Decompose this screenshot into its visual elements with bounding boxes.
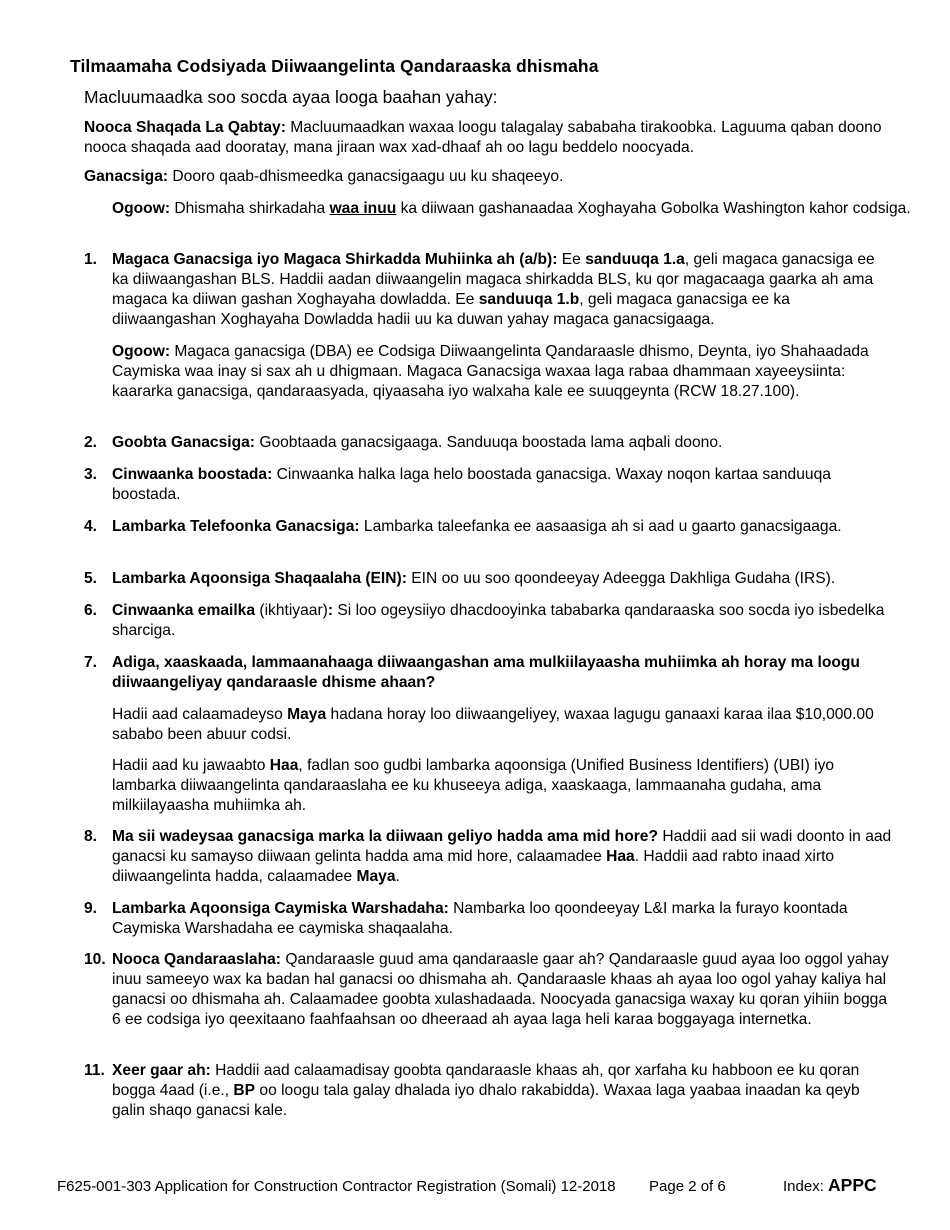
item-label: Xeer gaar ah: — [112, 1062, 211, 1079]
ganacsiga-note-text-before: Dhismaha shirkadaha — [174, 200, 326, 217]
item-label: Lambarka Telefoonka Ganacsiga: — [112, 518, 360, 535]
item-label: Goobta Ganacsiga: — [112, 434, 255, 451]
nooca-text: Macluumaadkan waxaa loogu talagalay sababaha tirakoobka. Laguuma qaban doono nooca shaqada aad dooratay, mana jiraan wax xad-dhaaf ah oo lagu beddelo noocyada. — [84, 119, 882, 156]
ganacsiga-label: Ganacsiga: — [84, 168, 169, 185]
ganacsiga-note-label: Ogoow: — [112, 200, 171, 217]
item-label: Cinwaanka emailka — [112, 602, 256, 619]
item-number: 8. — [84, 828, 98, 845]
footer-index-label: Index: — [783, 1178, 824, 1195]
item-text: , geli magaca ganacsiga ee ka diiwaangashan Xoghayaha Dowladda hadii uu ka duwan yahay magaca ganacsigaaga. — [112, 291, 790, 328]
list-item-8 — [84, 827, 894, 887]
ganacsiga-text: Dooro qaab-dhismeedka ganacsigaagu uu ku shaqeeyo. — [172, 168, 564, 185]
ganacsiga-note — [112, 199, 938, 219]
item-text: EIN oo uu soo qoondeeyay Adeegga Dakhliga Gudaha (IRS). — [411, 570, 836, 587]
item-text: Goobtaada ganacsigaaga. Sanduuqa boostada lama aqbali doono. — [259, 434, 723, 451]
item-text: . Haddii aad rabto inaad xirto diiwaangelinta hadda, calaamadee — [112, 848, 835, 885]
list-item-3 — [84, 465, 894, 505]
list-item-5 — [84, 569, 894, 589]
footer-form-id: F625-001-303 Application for Construction Contractor Registration (Somali) 12-2018 — [57, 1178, 616, 1195]
item-number: 10. — [84, 951, 106, 968]
item-number: 6. — [84, 602, 98, 619]
item-text: Si loo ogeysiiyo dhacdooyinka tababarka qandaraaska soo socda iyo isbedelka sharciga. — [112, 602, 885, 639]
list-item-4 — [84, 517, 894, 537]
footer-page-number: Page 2 of 6 — [649, 1178, 726, 1195]
item-text: Ee — [561, 251, 581, 268]
list-item-6 — [84, 601, 894, 641]
item-text: Nambarka loo qoondeeyay L&I marka la furayo koontada Caymiska Warshadaha ee caymiska shaqaalaha. — [112, 900, 848, 937]
page-title: Tilmaamaha Codsiyada Diiwaangelinta Qandaraaska dhismaha — [70, 56, 599, 76]
item7-maya-paragraph — [112, 705, 887, 745]
item-text: Qandaraasle guud ama qandaraasle gaar ah? Qandaraasle guud ayaa loo oggol yahay inuu sameeyo wax ka badan hal ganacsi oo dhismaha ah. Qandaraasle khaas ah ayaa loo ogol yahay kaliya hal ganacsi oo dhismaha ah. Calaamadee goobta xulashadaada. Noocyada ganacsiga waxay ku qoran yihiin bogga 6 ee codsiga iyo qeexitaano faahfaahsan oo dheeraad ah ayaa laga heli karaa boggayaga internetka. — [112, 951, 889, 1028]
item-emphasis: Maya — [356, 868, 396, 885]
item-label: Ma sii wadeysaa ganacsiga marka la diiwaan geliyo hadda ama mid hore? — [112, 828, 658, 845]
item7-haa-text: , fadlan soo gudbi lambarka aqoonsiga (Unified Business Identifiers) (UBI) iyo lambarka diiwaangelinta qandaraaslaha ee ku khuseeya adiga, xaaskaaga, lammaanaha gudaha, ama milkiilayaasha muhiimka ah. — [112, 757, 835, 814]
item-number: 5. — [84, 570, 98, 587]
item7-haa-paragraph — [112, 756, 887, 816]
list-item-7 — [84, 653, 894, 693]
item-emphasis: sanduuqa 1.a — [585, 251, 685, 268]
list-item-9 — [84, 899, 894, 939]
item-text: Haddii aad sii wadi doonto in aad ganacsi ku samayso diiwaan gelinta hadda ama mid hore, calaamadee — [112, 828, 892, 865]
item-text: oo loogu tala galay dhalada iyo dhalo rakabidda). Waxaa laga yaabaa inaadan ka qeyb galin shaqo ganacsi kale. — [112, 1082, 860, 1119]
item-label: Lambarka Aqoonsiga Shaqaalaha (EIN): — [112, 570, 407, 587]
item-number: 4. — [84, 518, 98, 535]
item-number: 7. — [84, 654, 98, 671]
page-subtitle: Macluumaadka soo socda ayaa looga baahan yahay: — [84, 87, 498, 107]
item-label: Cinwaanka boostada: — [112, 466, 273, 483]
item7-maya-text: hadana horay loo diiwaangeliyey, waxaa lagugu ganaaxi karaa ilaa $10,000.00 sababo been abuur codsi. — [112, 706, 874, 743]
item-text: Lambarka taleefanka ee aasaasiga ah si aad u gaarto ganacsigaaga. — [363, 518, 842, 535]
item-emphasis: BP — [233, 1082, 256, 1099]
item1-note-label: Ogoow: — [112, 343, 171, 360]
nooca-paragraph — [84, 118, 889, 158]
ganacsiga-paragraph — [84, 167, 889, 187]
item-emphasis: Haa — [606, 848, 635, 865]
item-text: , geli magaca ganacsiga ee ka diiwaangashan BLS. Haddii aadan diiwaangelin magaca shirkadda BLS, ku qor magacaaga gaarka ah ama magaca ka diiwan gashan Xoghayaha dowladda. Ee — [112, 251, 875, 308]
item-number: 2. — [84, 434, 98, 451]
footer-index — [783, 1175, 877, 1197]
list-item-11 — [84, 1061, 894, 1121]
item7-maya-text: Hadii aad calaamadeyso — [112, 706, 283, 723]
item-text: Cinwaanka halka laga helo boostada ganacsiga. Waxay noqon kartaa sanduuqa boostada. — [112, 466, 831, 503]
item7-maya-emphasis: Maya — [287, 706, 327, 723]
footer-index-value: APPC — [828, 1175, 877, 1195]
item-emphasis: sanduuqa 1.b — [478, 291, 580, 308]
list-item-10 — [84, 950, 894, 1030]
list-item-2 — [84, 433, 894, 453]
list-item-1 — [84, 250, 894, 330]
ganacsiga-note-text-after: ka diiwaan gashanaadaa Xoghayaha Gobolka Washington kahor codsiga. — [400, 200, 911, 217]
item-label: Magaca Ganacsiga iyo Magaca Shirkadda Muhiinka ah (a/b): — [112, 251, 558, 268]
item-label: Adiga, xaaskaada, lammaanahaaga diiwaangashan ama mulkiilayaasha muhiimka ah horay ma loogu diiwaangeliyay qandaraasle dhisme ahaan? — [112, 654, 860, 691]
item-number: 3. — [84, 466, 98, 483]
item-number: 9. — [84, 900, 98, 917]
item-number: 11. — [84, 1062, 105, 1079]
item-label: Lambarka Aqoonsiga Caymiska Warshadaha: — [112, 900, 449, 917]
item-optional: (ikhtiyaar) — [259, 602, 328, 619]
item-number: 1. — [84, 251, 98, 268]
item1-note-text: Magaca ganacsiga (DBA) ee Codsiga Diiwaangelinta Qandaraasle dhismo, Deynta, iyo Shahaadada Caymiska waa inay si sax ah u dhigmaan. Magaca Ganacsiga waxaa laga rabaa dhammaan xayeeysiinta: kaararka ganacsiga, qandaraasyada, qiyaasaha iyo walxaha kale ee suuqgeynta (RCW 18.27.100). — [112, 343, 869, 400]
item-colon: : — [327, 602, 334, 619]
item-text: Haddii aad calaamadisay goobta qandaraasle khaas ah, qor xarfaha ku habboon ee ku qoran bogga 4aad (i.e., — [112, 1062, 860, 1099]
ganacsiga-note-emphasis: waa inuu — [329, 200, 397, 217]
item7-haa-text: Hadii aad ku jawaabto — [112, 757, 266, 774]
item1-note — [112, 342, 887, 402]
item-label: Nooca Qandaraaslaha: — [112, 951, 281, 968]
item7-haa-emphasis: Haa — [269, 757, 299, 774]
item-text: . — [395, 868, 400, 885]
nooca-label: Nooca Shaqada La Qabtay: — [84, 119, 286, 136]
